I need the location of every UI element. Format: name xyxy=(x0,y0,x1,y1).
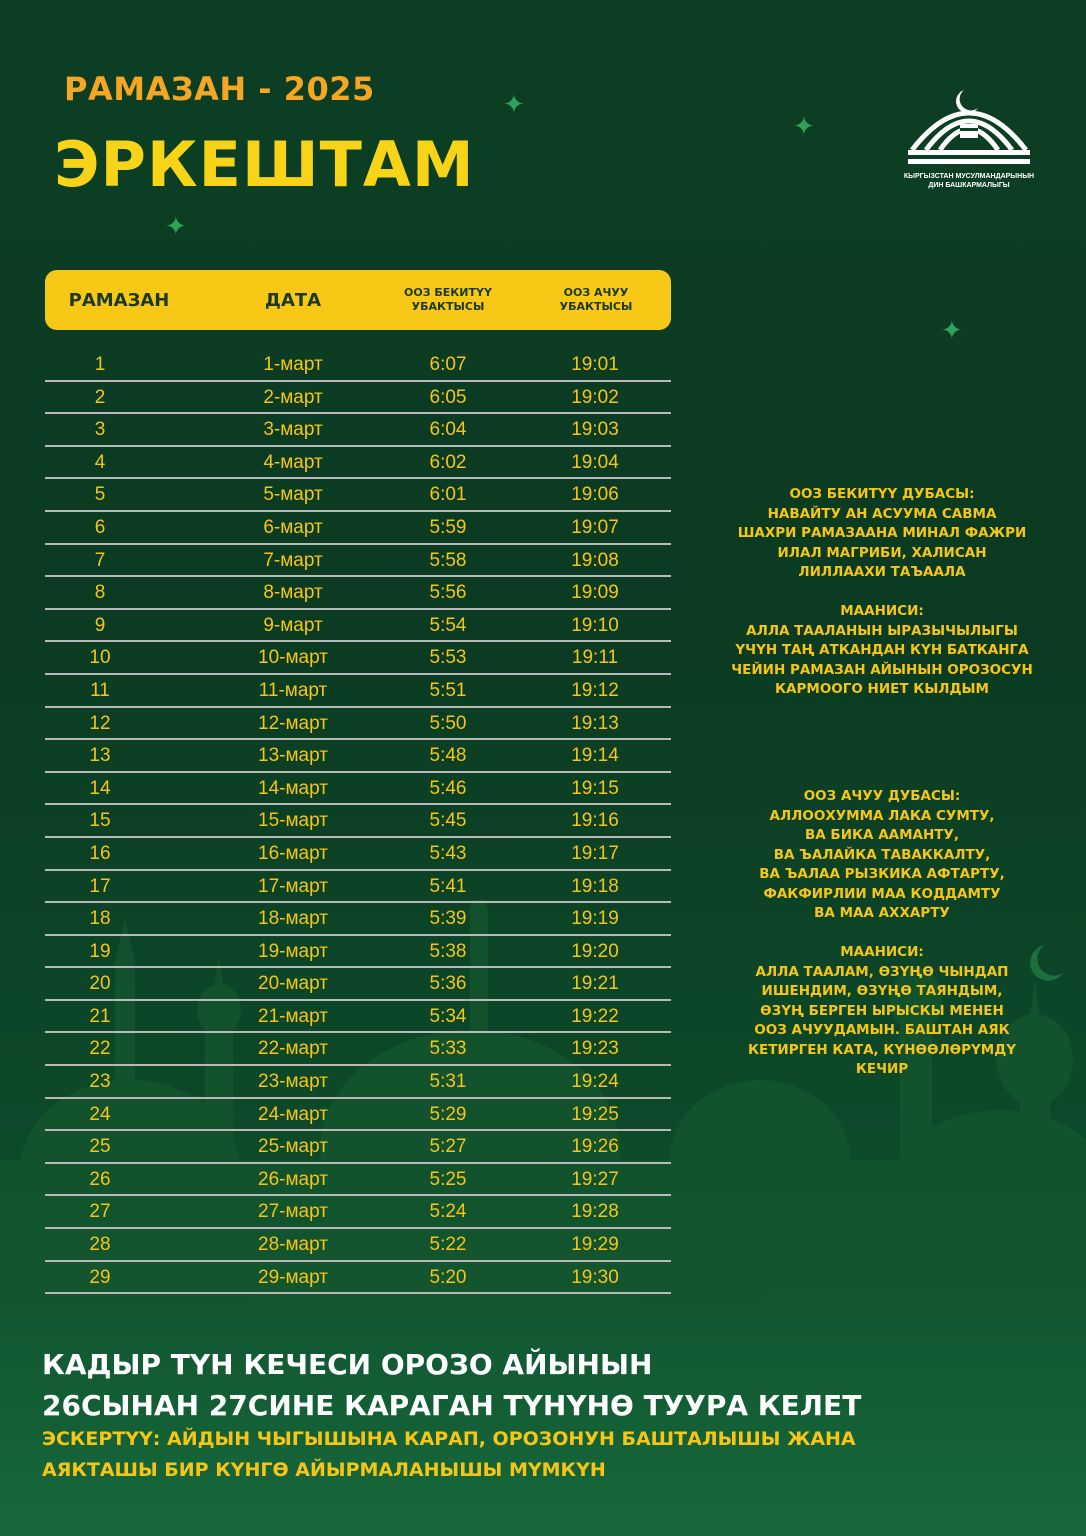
date-cell: 22-март xyxy=(258,1038,328,1060)
ramadan-day-cell: 20 xyxy=(89,973,111,995)
iftar-time-cell: 19:30 xyxy=(571,1266,619,1288)
suhoor-time-cell: 6:01 xyxy=(429,484,467,506)
suhoor-time-cell: 5:33 xyxy=(429,1038,467,1060)
dua-line: ЧЕЙИН РАМАЗАН АЙЫНЫН ОРОЗОСУН xyxy=(731,661,1033,678)
table-row xyxy=(45,382,671,415)
date-cell: 27-март xyxy=(258,1201,328,1223)
table-row xyxy=(45,1262,671,1295)
iftar-time-cell: 19:28 xyxy=(571,1201,619,1223)
table-row xyxy=(45,1164,671,1197)
table-row xyxy=(45,1033,671,1066)
ramadan-day-cell: 23 xyxy=(89,1071,111,1093)
suhoor-time-cell: 6:07 xyxy=(429,354,467,375)
column-header-date: ДАТА xyxy=(264,289,322,311)
iftar-dua xyxy=(724,787,1040,1080)
table-row xyxy=(45,708,671,741)
iftar-time-cell: 19:27 xyxy=(571,1168,619,1190)
iftar-time-cell: 19:02 xyxy=(571,386,619,408)
date-cell: 15-март xyxy=(258,810,328,832)
suhoor-time-cell: 6:04 xyxy=(429,419,467,441)
logo-caption-line2: ДИН БАШКАРМАЛЫГЫ xyxy=(928,182,1010,189)
mosque-crescent-icon xyxy=(904,84,1034,170)
date-cell: 16-март xyxy=(258,842,328,864)
ramadan-day-cell: 25 xyxy=(89,1136,111,1158)
date-cell: 5-март xyxy=(263,484,323,506)
footer-qadr-notice xyxy=(42,1344,1042,1426)
footer-note-line2: АЯКТАШЫ БИР КҮНГӨ АЙЫРМАЛАНЫШЫ МҮМКҮН xyxy=(42,1459,606,1481)
dua-line: ИШЕНДИМ, ӨЗҮҢӨ ТАЯНДЫМ, xyxy=(761,983,1003,999)
date-cell: 9-март xyxy=(263,614,323,636)
dua-line: НАВАЙТУ АН АСУУМА САВМА xyxy=(767,505,997,522)
table-row xyxy=(45,936,671,969)
iftar-time-cell: 19:10 xyxy=(571,614,619,636)
date-cell: 17-март xyxy=(258,875,328,897)
table-row xyxy=(45,512,671,545)
suhoor-time-cell: 5:59 xyxy=(429,516,467,538)
table-row xyxy=(45,447,671,480)
suhoor-time-cell: 5:43 xyxy=(429,842,467,864)
column-header-suhoor-line1: ООЗ БЕКИТҮҮ xyxy=(404,286,492,299)
table-row xyxy=(45,805,671,838)
ramadan-day-cell: 21 xyxy=(89,1005,111,1027)
dua-line: АЛЛООХУММА ЛАКА СУМТУ, xyxy=(769,807,995,824)
iftar-time-cell: 19:22 xyxy=(571,1005,619,1027)
ramadan-day-cell: 7 xyxy=(94,549,106,571)
date-cell: 25-март xyxy=(258,1136,328,1158)
date-cell: 14-март xyxy=(258,777,328,799)
suhoor-time-cell: 5:27 xyxy=(429,1136,467,1158)
dua-gap xyxy=(724,924,1040,944)
date-cell: 13-март xyxy=(258,745,328,767)
ramadan-day-cell: 5 xyxy=(94,484,106,506)
date-cell: 18-март xyxy=(258,908,328,930)
table-header xyxy=(45,270,671,330)
schedule-table-body xyxy=(45,349,671,1294)
dua-line: АЛЛА ТААЛАМ, ӨЗҮҢӨ ЧЫНДАП xyxy=(755,963,1009,980)
table-row xyxy=(45,1131,671,1164)
table-row xyxy=(45,642,671,675)
dua-line: ВА БИКА ААМАНТУ, xyxy=(804,827,960,843)
date-cell: 23-март xyxy=(258,1071,328,1093)
column-header-iftar-line2: УБАКТЫСЫ xyxy=(559,300,633,313)
ramadan-day-cell: 17 xyxy=(89,875,111,897)
suhoor-time-cell: 5:50 xyxy=(429,712,467,734)
column-header-iftar-line1: ООЗ АЧУУ xyxy=(563,286,629,299)
ramadan-day-cell: 6 xyxy=(94,516,106,538)
suhoor-time-cell: 5:29 xyxy=(429,1103,467,1125)
suhoor-time-cell: 5:20 xyxy=(429,1266,467,1288)
date-cell: 7-март xyxy=(263,549,323,571)
dua-line: ЛИЛЛААХИ ТАЪААЛА xyxy=(798,564,966,580)
column-header-suhoor-line2: УБАКТЫСЫ xyxy=(411,300,485,313)
suhoor-time-cell: 5:56 xyxy=(429,582,467,604)
dua-line: ООЗ БЕКИТҮҮ ДУБАСЫ: xyxy=(789,486,975,502)
table-row xyxy=(45,1066,671,1099)
ramadan-day-cell: 19 xyxy=(89,940,111,962)
ramadan-day-cell: 16 xyxy=(89,842,111,864)
column-header-ramadan: РАМАЗАН xyxy=(68,289,170,311)
table-row xyxy=(45,349,671,382)
suhoor-time-cell: 5:31 xyxy=(429,1071,467,1093)
dua-line: ҮЧҮН ТАҢ АТКАНДАН КҮН БАТКАНГА xyxy=(735,642,1029,658)
ramadan-day-cell: 1 xyxy=(94,354,106,375)
dua-line: КЕТИРГЕН КАТА, КҮНӨӨЛӨРҮМДҮ xyxy=(747,1041,1017,1058)
dua-line: МААНИСИ: xyxy=(840,944,924,960)
date-cell: 28-март xyxy=(258,1234,328,1256)
suhoor-time-cell: 5:41 xyxy=(429,875,467,897)
iftar-time-cell: 19:11 xyxy=(571,647,619,669)
suhoor-time-cell: 5:36 xyxy=(429,973,467,995)
column-header-iftar xyxy=(533,270,659,330)
footer-note-line1: ЭСКЕРТҮҮ: АЙДЫН ЧЫГЫШЫНА КАРАП, ОРОЗОНУН БАШТАЛЫШЫ ЖАНА xyxy=(42,1428,856,1450)
iftar-time-cell: 19:21 xyxy=(571,973,619,995)
dua-line: КАРМООГО НИЕТ КЫЛДЫМ xyxy=(775,681,989,697)
iftar-time-cell: 19:04 xyxy=(571,451,619,473)
table-row xyxy=(45,773,671,806)
table-row xyxy=(45,610,671,643)
dua-line: ВА ЪАЛАА РЫЗКИКА АФТАРТУ, xyxy=(759,866,1005,882)
iftar-time-cell: 19:01 xyxy=(571,354,619,375)
suhoor-time-cell: 5:46 xyxy=(429,777,467,799)
ramadan-day-cell: 10 xyxy=(89,647,111,669)
iftar-time-cell: 19:18 xyxy=(571,875,619,897)
ramadan-day-cell: 18 xyxy=(89,908,111,930)
date-cell: 4-март xyxy=(263,451,323,473)
dua-line: ФАКФИРЛИИ МАА КОДДАМТУ xyxy=(763,885,1001,902)
dua-line: ООЗ АЧУУ ДУБАСЫ: xyxy=(803,788,961,804)
date-cell: 10-март xyxy=(258,647,328,669)
ramadan-day-cell: 12 xyxy=(89,712,111,734)
suhoor-time-cell: 5:53 xyxy=(429,647,467,669)
dua-line: ООЗ АЧУУДАМЫН. БАШТАН АЯК xyxy=(754,1022,1010,1038)
logo-caption-line1: КЫРГЫЗСТАН МУСУЛМАНДАРЫНЫН xyxy=(903,173,1035,180)
date-cell: 1-март xyxy=(263,354,323,375)
suhoor-time-cell: 5:51 xyxy=(429,679,467,701)
date-cell: 6-март xyxy=(263,516,323,538)
logo xyxy=(898,84,1040,190)
ramadan-day-cell: 26 xyxy=(89,1168,111,1190)
table-row xyxy=(45,740,671,773)
ramadan-day-cell: 15 xyxy=(89,810,111,832)
ramadan-day-cell: 27 xyxy=(89,1201,111,1223)
table-row xyxy=(45,675,671,708)
ramadan-day-cell: 3 xyxy=(94,419,106,441)
date-cell: 20-март xyxy=(258,973,328,995)
ramadan-day-cell: 22 xyxy=(89,1038,111,1060)
suhoor-time-cell: 5:38 xyxy=(429,940,467,962)
date-cell: 11-март xyxy=(258,679,328,701)
table-row xyxy=(45,871,671,904)
suhoor-dua xyxy=(724,485,1040,700)
dua-line: КЕЧИР xyxy=(855,1061,909,1077)
ramadan-day-cell: 4 xyxy=(94,451,106,473)
date-cell: 3-март xyxy=(263,419,323,441)
table-row xyxy=(45,968,671,1001)
iftar-time-cell: 19:25 xyxy=(571,1103,619,1125)
suhoor-time-cell: 5:34 xyxy=(429,1005,467,1027)
ramadan-day-cell: 14 xyxy=(89,777,111,799)
iftar-time-cell: 19:26 xyxy=(571,1136,619,1158)
ramadan-day-cell: 29 xyxy=(89,1266,111,1288)
iftar-time-cell: 19:16 xyxy=(571,810,619,832)
table-row xyxy=(45,1229,671,1262)
iftar-time-cell: 19:09 xyxy=(571,582,619,604)
footer-line1: КАДЫР ТҮН КЕЧЕСИ ОРОЗО АЙЫНЫН xyxy=(42,1348,653,1381)
iftar-time-cell: 19:06 xyxy=(571,484,619,506)
suhoor-time-cell: 5:58 xyxy=(429,549,467,571)
footer-note xyxy=(42,1424,1042,1486)
city-title: ЭРКЕШТАМ xyxy=(54,128,475,201)
iftar-time-cell: 19:08 xyxy=(571,549,619,571)
suhoor-time-cell: 5:24 xyxy=(429,1201,467,1223)
iftar-time-cell: 19:03 xyxy=(571,419,619,441)
iftar-time-cell: 19:15 xyxy=(571,777,619,799)
dua-gap xyxy=(724,583,1040,603)
dua-line: ИЛАЛ МАГРИБИ, ХАЛИСАН xyxy=(777,544,987,561)
table-row xyxy=(45,1099,671,1132)
sparkle-icon: ✦ xyxy=(793,112,815,142)
sparkle-icon: ✦ xyxy=(165,212,187,242)
dua-line: ШАХРИ РАМАЗААНА МИНАЛ ФАЖРИ xyxy=(737,525,1027,541)
date-cell: 29-март xyxy=(258,1266,328,1288)
dua-line: ВА МАА АХХАРТУ xyxy=(814,905,950,921)
table-row xyxy=(45,838,671,871)
date-cell: 21-март xyxy=(258,1005,328,1027)
iftar-time-cell: 19:14 xyxy=(571,745,619,767)
suhoor-time-cell: 6:05 xyxy=(429,386,467,408)
table-row xyxy=(45,1001,671,1034)
iftar-time-cell: 19:23 xyxy=(571,1038,619,1060)
date-cell: 24-март xyxy=(258,1103,328,1125)
dua-line: ӨЗҮҢ БЕРГЕН ЫРЫСКЫ МЕНЕН xyxy=(760,1002,1004,1019)
suhoor-time-cell: 6:02 xyxy=(429,451,467,473)
column-header-suhoor xyxy=(385,270,511,330)
suhoor-time-cell: 5:45 xyxy=(429,810,467,832)
table-row xyxy=(45,545,671,578)
date-cell: 19-март xyxy=(258,940,328,962)
iftar-time-cell: 19:13 xyxy=(571,712,619,734)
ramadan-day-cell: 28 xyxy=(89,1234,111,1256)
table-row xyxy=(45,577,671,610)
suhoor-time-cell: 5:22 xyxy=(429,1234,467,1256)
year-title: РАМАЗАН - 2025 xyxy=(64,70,375,108)
table-row xyxy=(45,903,671,936)
table-row xyxy=(45,479,671,512)
table-row xyxy=(45,414,671,447)
footer-line2: 26СЫНАН 27СИНЕ КАРАГАН ТҮНҮНӨ ТУУРА КЕЛЕТ xyxy=(42,1389,862,1422)
iftar-time-cell: 19:12 xyxy=(571,679,619,701)
dua-line: МААНИСИ: xyxy=(840,603,924,619)
suhoor-time-cell: 5:25 xyxy=(429,1168,467,1190)
date-cell: 8-март xyxy=(263,582,323,604)
suhoor-time-cell: 5:48 xyxy=(429,745,467,767)
ramadan-day-cell: 24 xyxy=(89,1103,111,1125)
sparkle-icon: ✦ xyxy=(941,316,963,346)
ramadan-day-cell: 8 xyxy=(94,582,106,604)
dua-line: ВА ЪАЛАЙКА ТАВАККАЛТУ, xyxy=(773,846,991,863)
iftar-time-cell: 19:07 xyxy=(571,516,619,538)
ramadan-day-cell: 11 xyxy=(90,679,110,701)
date-cell: 12-март xyxy=(258,712,328,734)
date-cell: 2-март xyxy=(263,386,323,408)
iftar-time-cell: 19:19 xyxy=(571,908,619,930)
iftar-time-cell: 19:20 xyxy=(571,940,619,962)
iftar-time-cell: 19:29 xyxy=(571,1234,619,1256)
ramadan-day-cell: 13 xyxy=(89,745,111,767)
suhoor-time-cell: 5:39 xyxy=(429,908,467,930)
suhoor-time-cell: 5:54 xyxy=(429,614,467,636)
table-row xyxy=(45,1196,671,1229)
date-cell: 26-март xyxy=(258,1168,328,1190)
dua-line: АЛЛА ТААЛАНЫН ЫРАЗЫЧЫЛЫГЫ xyxy=(746,622,1018,639)
iftar-time-cell: 19:17 xyxy=(571,842,619,864)
sparkle-icon: ✦ xyxy=(503,90,525,120)
iftar-time-cell: 19:24 xyxy=(571,1071,619,1093)
ramadan-day-cell: 2 xyxy=(94,386,106,408)
ramadan-day-cell: 9 xyxy=(94,614,106,636)
